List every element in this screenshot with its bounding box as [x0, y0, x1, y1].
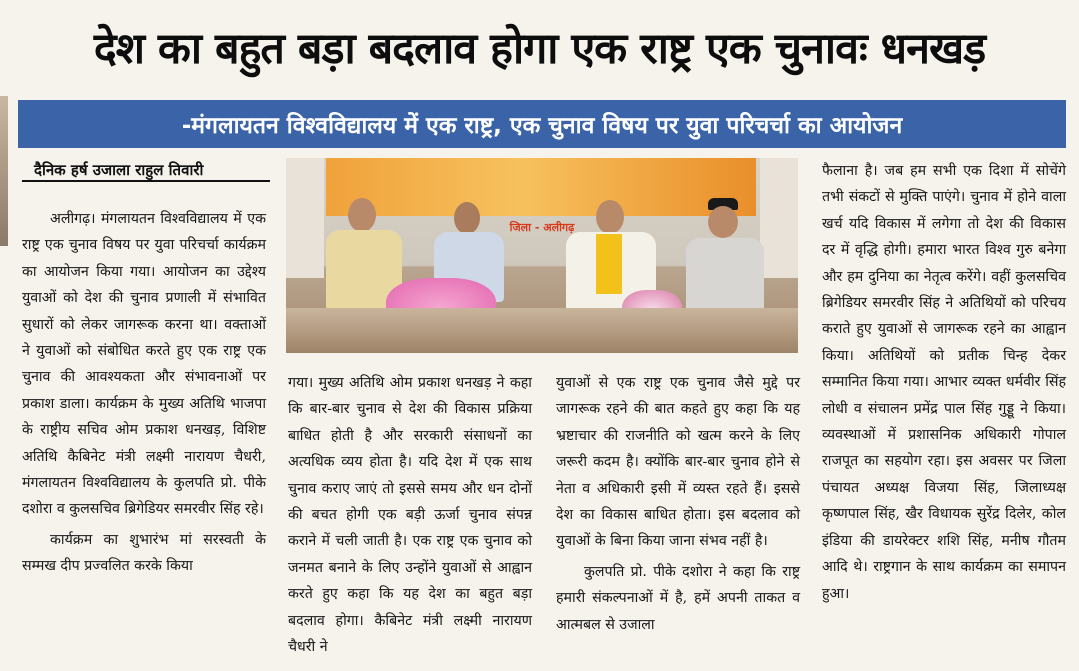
- curtain-right: [760, 158, 798, 278]
- stage-banner: [326, 158, 756, 216]
- article-column-4: [822, 158, 1066, 607]
- byline: दैनिक हर्ष उजाला राहुल तिवारी: [22, 158, 270, 182]
- paragraph: कुलपति प्रो. पीके दशोरा ने कहा कि राष्ट्र हमारी संकल्पनाओं में है, हमें अपनी ताकत व आत्मबल से उजाला: [556, 563, 800, 633]
- curtain-left: [286, 158, 324, 278]
- paragraph: फैलाना है। जब हम सभी एक दिशा में सोचेंगे तभी संकटों से मुक्ति पाएंगे। चुनाव में होने वाला खर्च यदि विकास में लगेगा तो देश की विकास दर में वृद्धि होगी। हमारा भारत विश्व गुरु बनेगा और हम दुनिया का नेतृत्व करेंगे। वहीं कुलसचिव ब्रिगेडियर समरवीर सिंह ने अतिथियों को परिचय कराते हुए युवाओं से जागरूक रहने का आह्वान किया। अतिथियों को प्रतीक चिन्ह देकर सम्मानित किया गया। आभार व्यक्त धर्मवीर सिंह लोधी व संचालन प्रमेंद्र पाल सिंह गुड्डू ने किया। व्यवस्थाओं में प्रशासनिक अधिकारी गोपाल राजपूत का सहयोग रहा। इस अवसर पर जिला पंचायत अध्यक्ष विजया सिंह, जिलाध्यक्ष कृष्णपाल सिंह, खैर विधायक सुरेंद्र दिलेर, कोल इंडिया की डायरेक्टर शशि सिंह, मनीष गौतम आदि थे। राष्ट्रगान के साथ कार्यक्रम का समापन हुआ।: [822, 163, 1066, 602]
- article-column-2: [288, 370, 532, 660]
- banner-label: जिला - अलीगढ़: [509, 221, 575, 234]
- adjacent-photo-edge: [0, 96, 8, 246]
- subheadline-bar: [18, 100, 1066, 148]
- stage-table: [286, 308, 798, 353]
- headline: देश का बहुत बड़ा बदलाव होगा एक राष्ट्र एक चुनावः धनखड़: [93, 23, 986, 74]
- article-column-3: [556, 370, 800, 638]
- paragraph: अलीगढ़। मंगलायतन विश्वविद्यालय में एक राष्ट्र एक चुनाव विषय पर युवा परिचर्चा कार्यक्रम का आयोजन किया गया। आयोजन का उद्देश्य युवाओं को देश की चुनाव प्रणाली में संभावित सुधारों को लेकर जागरूक करना था। वक्ताओं ने युवाओं को संबोधित करते हुए एक राष्ट्र एक चुनाव की आवश्यकता और संभावनाओं पर प्रकाश डाला। कार्यक्रम के मुख्य अतिथि भाजपा के राष्ट्रीय सचिव ओम प्रकाश धनखड़, विशिष्ट अतिथि कैबिनेट मंत्री लक्ष्मी नारायण चैधरी, मंगलायतन विश्वविद्यालय के कुलपति प्रो. पीके दशोरा व कुलसचिव ब्रिगेडियर समरवीर सिंह रहे।: [22, 211, 266, 518]
- event-photo: [286, 158, 798, 353]
- article-column-1: [22, 206, 266, 580]
- paragraph: युवाओं से एक राष्ट्र एक चुनाव जैसे मुद्दे पर जागरूक रहने की बात कहते हुए कहा कि यह भ्रष्टाचार की राजनीति को खत्म करने के लिए जरूरी कदम है। क्योंकि बार-बार चुनाव होने से नेता व अधिकारी इसी में व्यस्त रहते हैं। इससे देश का विकास बाधित होता। इस बदलाव को युवाओं के बिना किया जाना संभव नहीं है।: [556, 375, 800, 550]
- paragraph: कार्यक्रम का शुभारंभ मां सरस्वती के सम्मख दीप प्रज्वलित करके किया: [22, 531, 266, 575]
- subheadline: -मंगलायतन विश्वविद्यालय में एक राष्ट्र, एक चुनाव विषय पर युवा परिचर्चा का आयोजन: [181, 113, 903, 139]
- paragraph: गया। मुख्य अतिथि ओम प्रकाश धनखड़ ने कहा कि बार-बार चुनाव से देश की विकास प्रक्रिया बाधित होती है और सरकारी संसाधनों का अत्यधिक व्यय होता है। यदि देश में एक साथ चुनाव कराए जाएं तो इससे समय और धन दोनों की बचत होगी एक बड़ी ऊर्जा चुनाव संपन्न कराने में चली जाती है। एक राष्ट्र एक चुनाव को जनमत बनाने के लिए उन्होंने युवाओं से आह्वान करते हुए कहा कि यह देश का बहुत बड़ा बदलाव होगा। कैबिनेट मंत्री लक्ष्मी नारायण चैधरी ने: [288, 375, 532, 656]
